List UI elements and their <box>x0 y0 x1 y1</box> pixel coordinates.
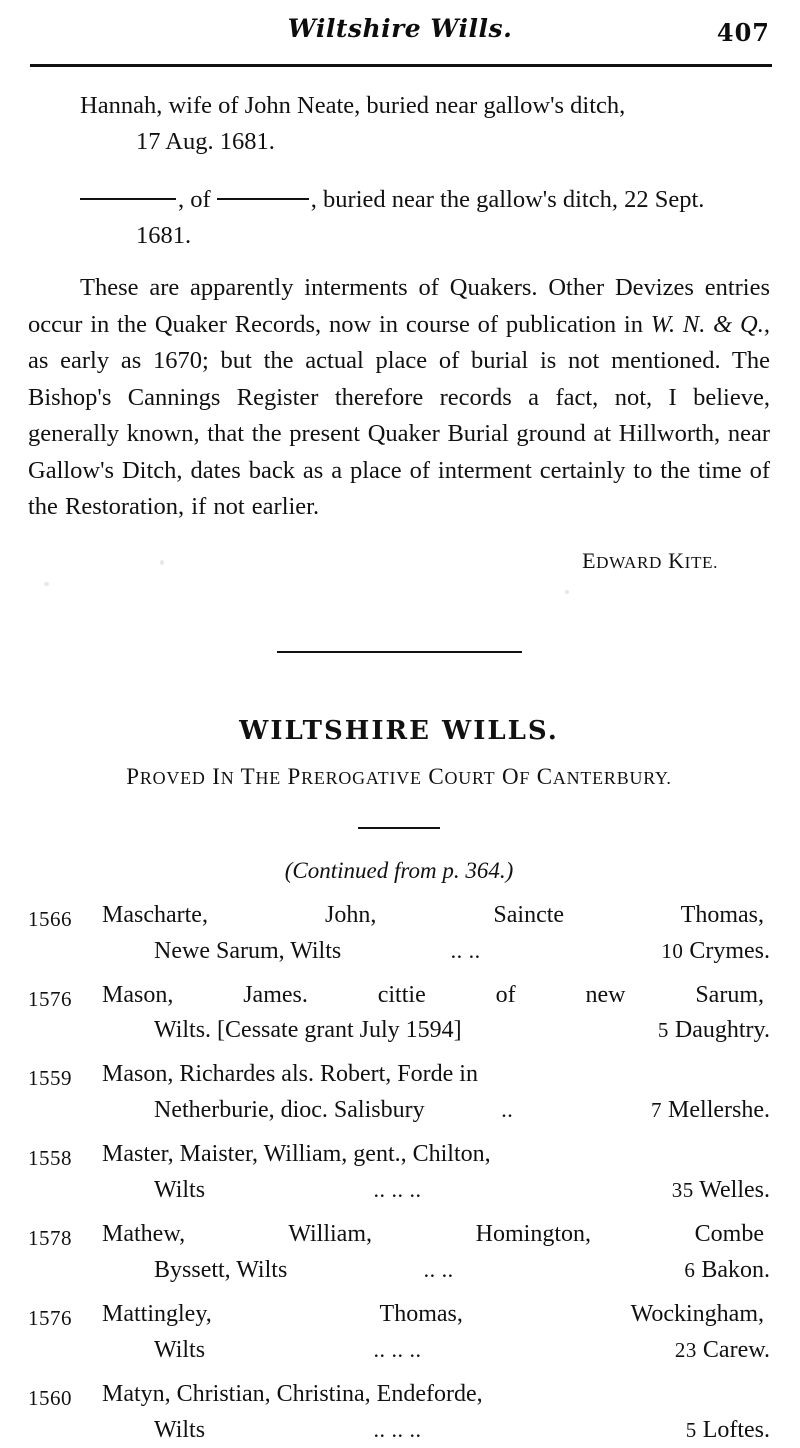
will-name-line-2: Wilts. [Cessate grant July 1594] <box>154 1016 462 1043</box>
will-name-line-2: Newe Sarum, Wilts <box>154 937 342 964</box>
list-item <box>28 978 770 1048</box>
paper-speckle <box>160 560 164 565</box>
wills-list <box>28 898 770 1448</box>
will-reference <box>590 1093 770 1128</box>
will-name-line-2: Wilts <box>154 1416 206 1443</box>
will-ref-number: 7 <box>651 1097 663 1122</box>
will-name-line-2: Wilts <box>154 1176 206 1203</box>
will-second-line <box>102 1013 770 1048</box>
will-reference <box>590 1173 770 1208</box>
will-second-line <box>102 1252 770 1288</box>
dot-leaders: .. .. .. <box>373 1336 422 1362</box>
will-ref-number: 6 <box>684 1257 696 1282</box>
will-body <box>102 1297 770 1368</box>
will-body <box>102 1137 770 1208</box>
will-body <box>102 1057 770 1128</box>
dot-leaders: .. .. <box>450 937 481 963</box>
will-ref-number: 5 <box>657 1017 669 1042</box>
will-ref-number: 10 <box>661 938 684 963</box>
will-ref-name: Daughtry. <box>674 1016 770 1043</box>
divider-rule <box>277 651 522 653</box>
will-name-line-1: Master, Maister, William, gent., Chilton, <box>102 1140 491 1167</box>
will-second-line <box>102 1172 770 1208</box>
will-second-line <box>102 1412 770 1448</box>
will-body <box>102 1377 770 1448</box>
author-signature: EDWARD KITE. <box>582 547 718 573</box>
commentary-paragraph <box>28 270 770 526</box>
will-ref-number: 5 <box>685 1417 697 1442</box>
burial-entry-anonymous <box>28 182 770 254</box>
paragraph-part-2: , as early as 1670; but the actual place of burial is not mentioned. The Bishop's Cannings Register therefore records a fact, not, I believe, generally known, that the present Quaker Burial ground at Hillworth, near Gallow's Ditch, dates back as a place of interment certainly to the time of the Restoration, if not earlier. <box>28 310 770 520</box>
dot-leaders: .. .. <box>423 1256 454 1282</box>
will-body <box>102 1217 770 1288</box>
short-divider-rule <box>358 827 440 829</box>
will-second-line <box>102 933 770 969</box>
will-reference <box>590 1253 770 1288</box>
will-name-line-2: Byssett, Wilts <box>154 1256 288 1283</box>
will-name-line-2: Netherburie, dioc. Salisbury <box>154 1096 425 1123</box>
list-item <box>28 898 770 969</box>
will-ref-name: Crymes. <box>689 937 770 964</box>
will-year: 1560 <box>28 1385 72 1410</box>
will-second-line <box>102 1332 770 1368</box>
list-item <box>28 1137 770 1208</box>
will-ref-name: Mellershe. <box>668 1096 770 1123</box>
page-number: 407 <box>716 18 770 47</box>
will-name-line-1: Mason, James. cittie of new Sarum, <box>102 981 764 1008</box>
will-name-line-1: Mascharte, John, Saincte Thomas, <box>102 901 764 928</box>
will-name-line-1: Mason, Richardes als. Robert, Forde in <box>102 1060 478 1087</box>
entry-line-1: Hannah, wife of John Neate, buried near gallow's ditch, <box>80 92 626 119</box>
running-head <box>0 0 800 66</box>
list-item <box>28 1377 770 1448</box>
will-reference <box>590 1333 770 1368</box>
will-second-line <box>102 1092 770 1128</box>
will-ref-number: 23 <box>674 1337 697 1362</box>
will-ref-name: Bakon. <box>701 1256 770 1283</box>
will-year: 1576 <box>28 1305 72 1330</box>
section-subheading: PROVED IN THE PREROGATIVE COURT OF CANTERBURY. <box>126 763 672 789</box>
entry-line-2: 17 Aug. 1681. <box>136 128 275 155</box>
will-reference <box>590 934 770 969</box>
will-reference <box>590 1013 770 1048</box>
dot-leaders: .. .. .. <box>373 1416 422 1442</box>
will-name-line-1: Matyn, Christian, Christina, Endeforde, <box>102 1380 483 1407</box>
entry-text-middle: , buried near the gallow's ditch, 22 Sept. <box>310 186 705 213</box>
blank-rule-icon <box>80 198 176 200</box>
dot-leaders: .. .. .. <box>373 1176 422 1202</box>
blank-rule-icon <box>217 198 309 200</box>
continued-note: (Continued from p. 364.) <box>284 857 514 883</box>
paper-speckle <box>44 582 49 586</box>
will-year: 1566 <box>28 906 72 931</box>
will-name-line-1: Mathew, William, Homington, Combe <box>102 1220 764 1247</box>
section-divider <box>28 640 770 658</box>
will-name-line-2: Wilts <box>154 1336 206 1363</box>
will-ref-name: Welles. <box>699 1176 770 1203</box>
page-content <box>0 88 800 1448</box>
will-body <box>102 978 770 1048</box>
page-title: Wiltshire Wills. <box>287 14 513 43</box>
list-item <box>28 1217 770 1288</box>
entry-line-2: 1681. <box>136 222 192 249</box>
short-divider <box>28 816 770 834</box>
will-name-line-1: Mattingley, Thomas, Wockingham, <box>102 1300 764 1327</box>
section-heading: WILTSHIRE WILLS. <box>239 715 559 746</box>
will-ref-number: 35 <box>671 1177 694 1202</box>
will-body <box>102 898 770 969</box>
will-year: 1576 <box>28 986 72 1011</box>
will-ref-name: Loftes. <box>702 1416 770 1443</box>
paragraph-part-1: These are apparently interments of Quakers. Other Devizes entries occur in the Quaker Records, now in course of publication in <box>28 274 770 338</box>
paragraph-italic-citation: W. N. & Q. <box>650 310 764 338</box>
list-item <box>28 1297 770 1368</box>
will-year: 1559 <box>28 1065 72 1090</box>
will-year: 1558 <box>28 1145 72 1170</box>
burial-entry-hannah <box>28 88 770 160</box>
will-reference <box>590 1413 770 1448</box>
dot-leaders: .. <box>501 1096 514 1122</box>
entry-text-before: , of <box>178 186 211 213</box>
will-ref-name: Carew. <box>702 1336 770 1363</box>
paper-speckle <box>565 590 569 594</box>
header-rule <box>30 64 772 67</box>
entry-line-1 <box>28 182 770 218</box>
will-year: 1578 <box>28 1225 72 1250</box>
list-item <box>28 1057 770 1128</box>
